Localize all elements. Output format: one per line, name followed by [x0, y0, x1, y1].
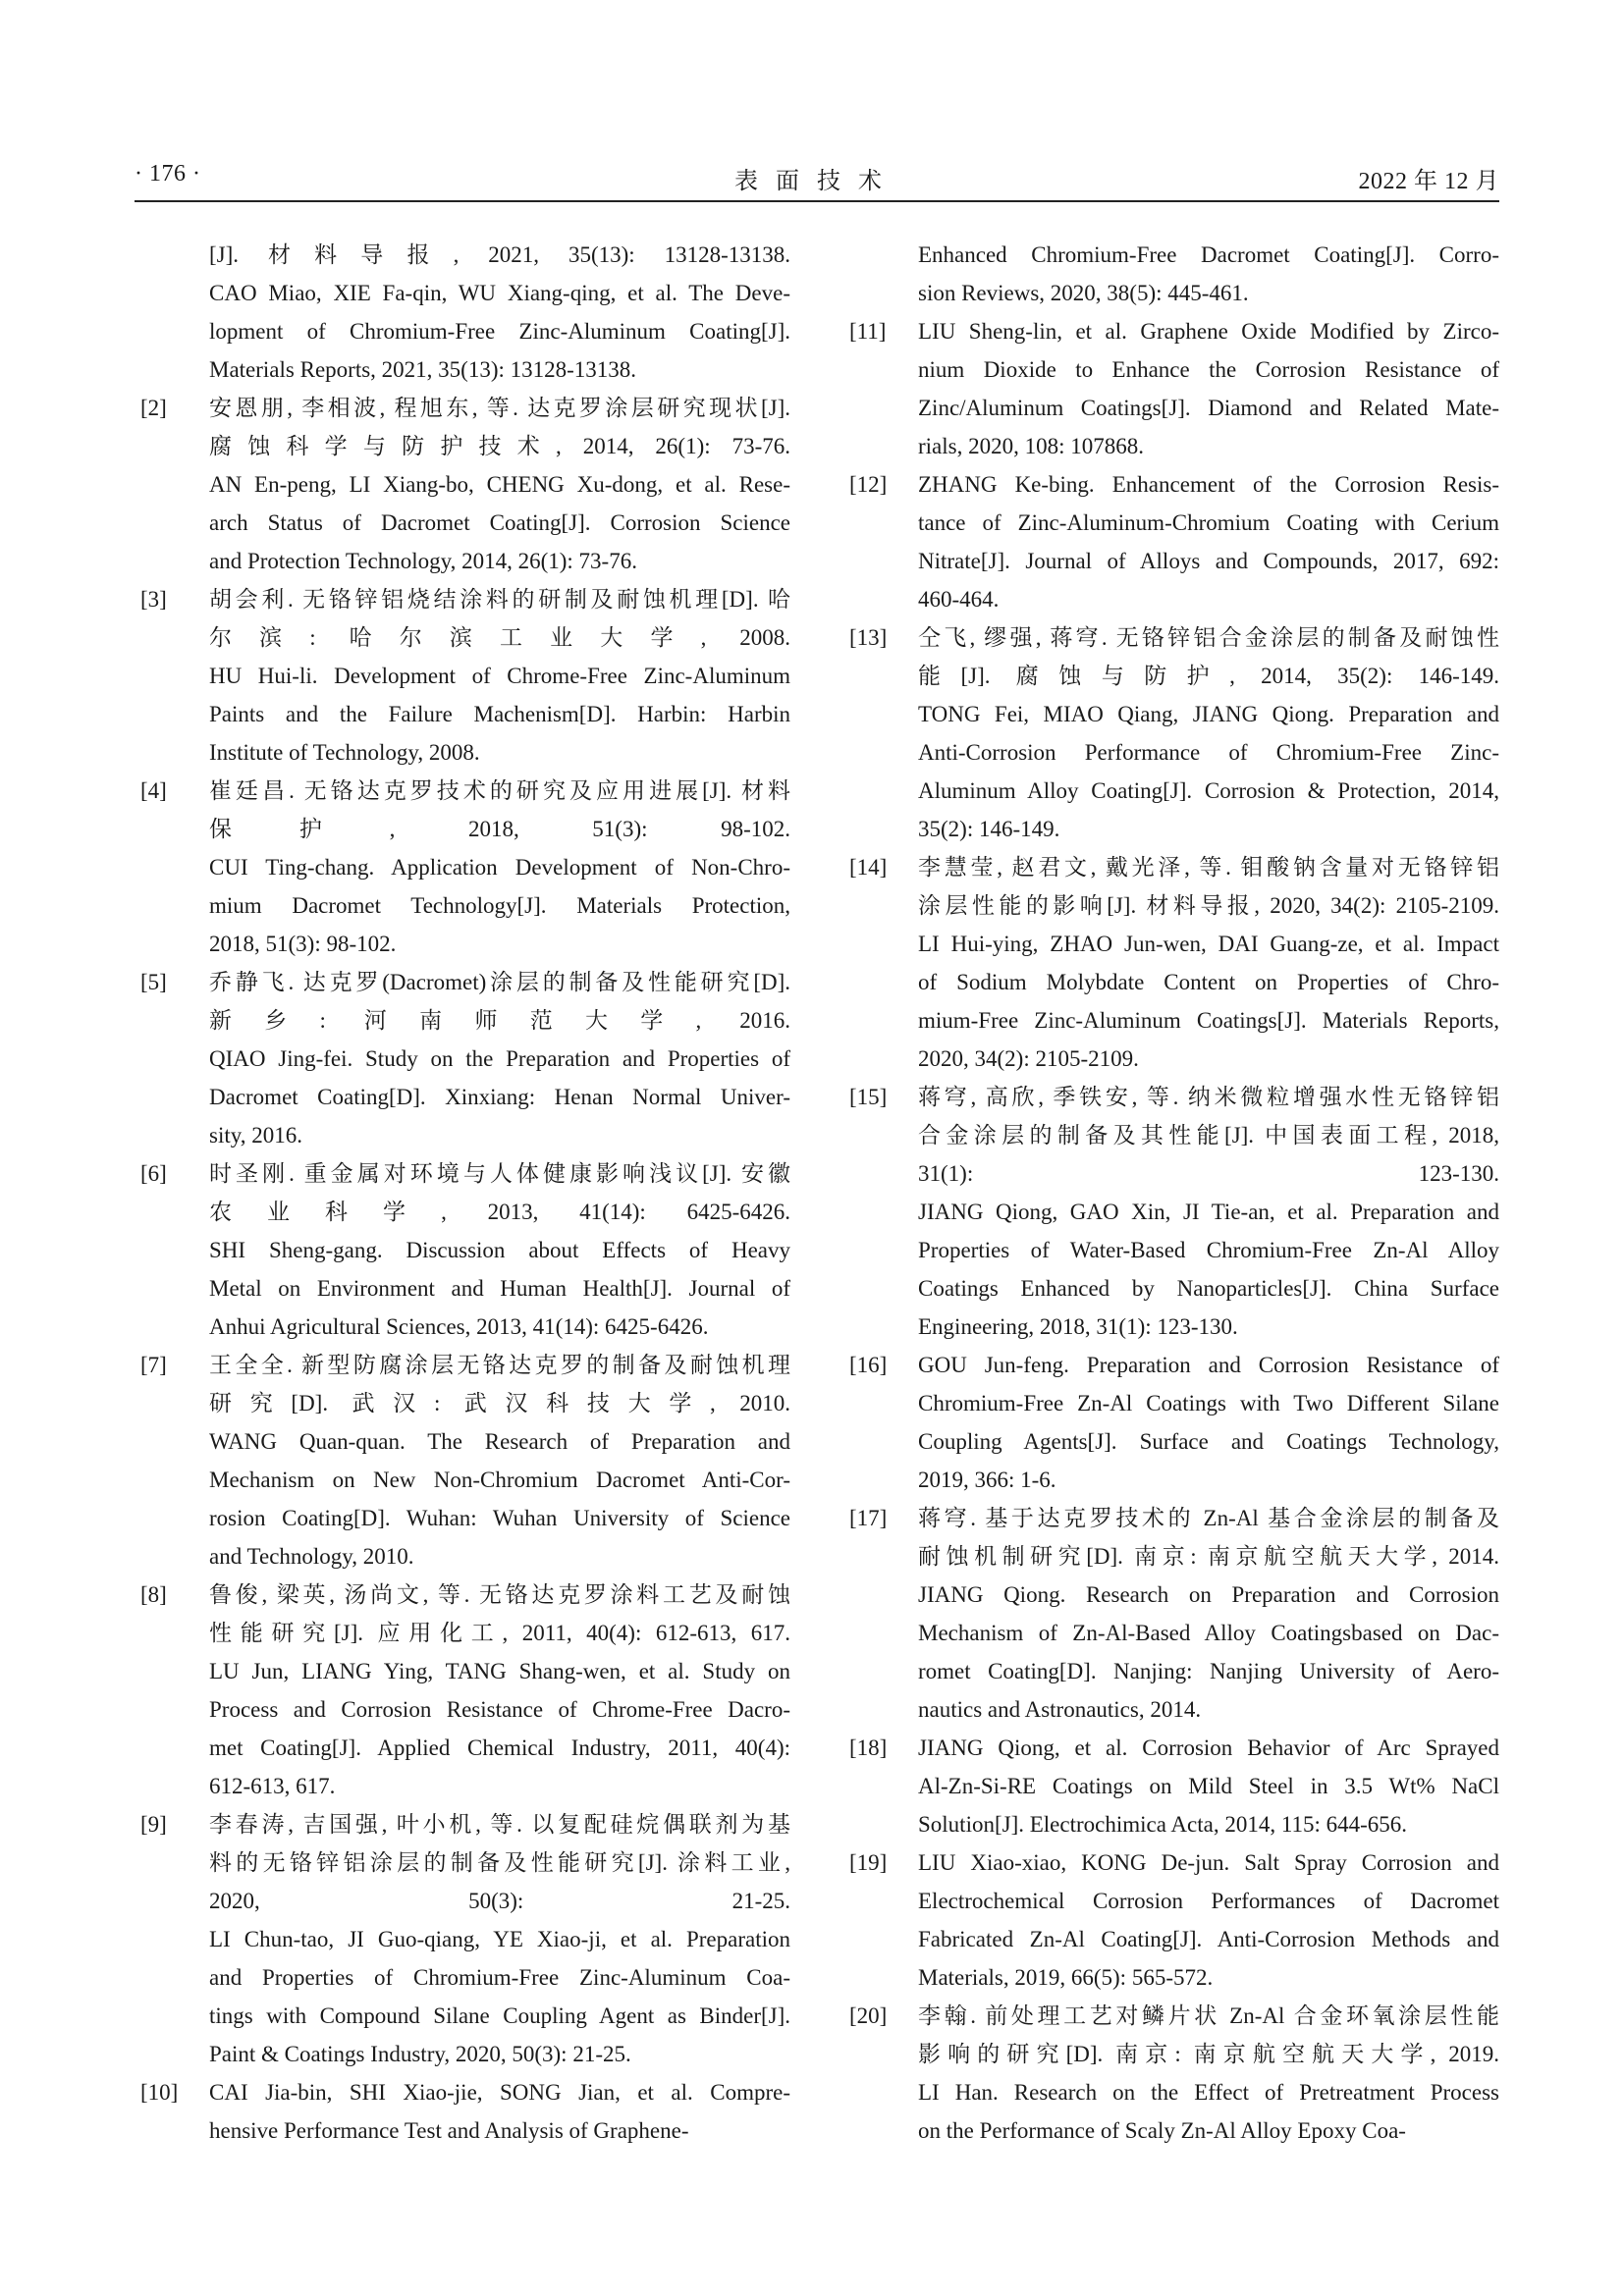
- reference-line: LI Han. Research on the Effect of Pretreatment Process: [918, 2080, 1499, 2105]
- reference-line: nium Dioxide to Enhance the Corrosion Resistance of: [918, 357, 1499, 382]
- reference-line: 时圣刚. 重金属对环境与人体健康影响浅议[J]. 安徽: [209, 1161, 790, 1186]
- reference-entry: [135, 1346, 790, 1575]
- reference-line: Materials Reports, 2021, 35(13): 13128-13138.: [209, 357, 637, 382]
- reference-line: Mechanism of Zn-Al-Based Alloy Coatingsbased on Dac-: [918, 1621, 1499, 1645]
- reference-entry: [843, 1843, 1499, 1997]
- reference-line: AN En-peng, LI Xiang-bo, CHENG Xu-dong, et al. Rese-: [209, 472, 790, 497]
- reference-entry: [135, 580, 790, 772]
- reference-line: Coupling Agents[J]. Surface and Coatings Technology,: [918, 1429, 1499, 1454]
- reference-line: 合金涂层的制备及其性能[J]. 中国表面工程, 2018,: [918, 1123, 1499, 1148]
- reference-line: 2020, 50(3): 21-25.: [209, 1889, 790, 1913]
- reference-line: Dacromet Coating[D]. Xinxiang: Henan Normal Univer-: [209, 1085, 790, 1109]
- reference-line: Mechanism on New Non-Chromium Dacromet Anti-Cor-: [209, 1468, 790, 1492]
- reference-line: Aluminum Alloy Coating[J]. Corrosion & Protection, 2014,: [918, 778, 1499, 803]
- reference-line: 李春涛, 吉国强, 叶小机, 等. 以复配硅烷偶联剂为基: [209, 1812, 790, 1837]
- reference-line: Paints and the Failure Machenism[D]. Harbin: Harbin: [209, 702, 790, 726]
- reference-line: 鲁俊, 梁英, 汤尚文, 等. 无铬达克罗涂料工艺及耐蚀: [209, 1582, 790, 1607]
- reference-entry: [135, 1805, 790, 2073]
- reference-line: GOU Jun-feng. Preparation and Corrosion Resistance of: [918, 1353, 1499, 1377]
- reference-line: 性能研究[J]. 应用化工, 2011, 40(4): 612-613, 617.: [209, 1621, 790, 1645]
- reference-number: [2]: [140, 396, 167, 420]
- reference-line: 崔廷昌. 无铬达克罗技术的研究及应用进展[J]. 材料: [209, 778, 790, 803]
- reference-number: [17]: [849, 1506, 888, 1530]
- reference-line: JIANG Qiong. Research on Preparation and Corrosion: [918, 1582, 1499, 1607]
- reference-line: 新乡: 河南师范大学, 2016.: [209, 1008, 790, 1033]
- page-number: · 176 ·: [135, 161, 201, 187]
- reference-entry: [843, 848, 1499, 1078]
- reference-column-left: [135, 236, 790, 2150]
- reference-line: WANG Quan-quan. The Research of Preparation and: [209, 1429, 790, 1454]
- reference-line: 影响的研究[D]. 南京: 南京航空航天大学, 2019.: [918, 2042, 1499, 2066]
- reference-line: CUI Ting-chang. Application Development of Non-Chro-: [209, 855, 790, 880]
- reference-line: Nitrate[J]. Journal of Alloys and Compounds, 2017, 692:: [918, 549, 1499, 573]
- reference-entry: [135, 236, 790, 389]
- reference-entry: [135, 389, 790, 580]
- reference-number: [16]: [849, 1353, 888, 1377]
- reference-line: LU Jun, LIANG Ying, TANG Shang-wen, et al. Study on: [209, 1659, 790, 1683]
- reference-number: [12]: [849, 472, 888, 497]
- reference-line: Fabricated Zn-Al Coating[J]. Anti-Corrosion Methods and: [918, 1927, 1499, 1951]
- reference-number: [11]: [849, 319, 887, 344]
- reference-line: 安恩朋, 李相波, 程旭东, 等. 达克罗涂层研究现状[J].: [209, 396, 790, 420]
- reference-line: mium Dacromet Technology[J]. Materials Protection,: [209, 893, 790, 918]
- reference-line: of Sodium Molybdate Content on Properties of Chro-: [918, 970, 1499, 994]
- reference-entry: [843, 236, 1499, 312]
- reference-line: and Technology, 2010.: [209, 1544, 414, 1569]
- reference-number: [8]: [140, 1582, 167, 1607]
- reference-number: [6]: [140, 1161, 167, 1186]
- reference-number: [15]: [849, 1085, 888, 1109]
- reference-line: and Properties of Chromium-Free Zinc-Aluminum Coa-: [209, 1965, 790, 1990]
- reference-line: sion Reviews, 2020, 38(5): 445-461.: [918, 281, 1249, 305]
- reference-entry: [843, 1346, 1499, 1499]
- reference-line: mium-Free Zinc-Aluminum Coatings[J]. Materials Reports,: [918, 1008, 1499, 1033]
- reference-line: lopment of Chromium-Free Zinc-Aluminum Coating[J].: [209, 319, 790, 344]
- reference-line: 胡会利. 无铬锌铝烧结涂料的研制及耐蚀机理[D]. 哈: [209, 587, 790, 612]
- reference-line: SHI Sheng-gang. Discussion about Effects of Heavy: [209, 1238, 790, 1262]
- reference-line: 李翰. 前处理工艺对鳞片状 Zn-Al 合金环氧涂层性能: [918, 2003, 1499, 2028]
- reference-number: [9]: [140, 1812, 167, 1837]
- reference-line: 涂层性能的影响[J]. 材料导报, 2020, 34(2): 2105-2109.: [918, 893, 1499, 918]
- reference-line: Zinc/Aluminum Coatings[J]. Diamond and Related Mate-: [918, 396, 1499, 420]
- reference-line: Chromium-Free Zn-Al Coatings with Two Different Silane: [918, 1391, 1499, 1415]
- reference-line: 腐蚀科学与防护技术, 2014, 26(1): 73-76.: [209, 434, 790, 458]
- reference-line: tings with Compound Silane Coupling Agent as Binder[J].: [209, 2003, 790, 2028]
- reference-entry: [135, 1154, 790, 1346]
- reference-line: hensive Performance Test and Analysis of Graphene-: [209, 2118, 689, 2143]
- reference-line: 2018, 51(3): 98-102.: [209, 932, 397, 956]
- reference-line: Enhanced Chromium-Free Dacromet Coating[J]. Corro-: [918, 242, 1499, 267]
- reference-line: CAO Miao, XIE Fa-qin, WU Xiang-qing, et al. The Deve-: [209, 281, 790, 305]
- reference-line: 尔滨: 哈尔滨工业大学, 2008.: [209, 625, 790, 650]
- reference-line: rials, 2020, 108: 107868.: [918, 434, 1144, 458]
- reference-line: JIANG Qiong, et al. Corrosion Behavior of Arc Sprayed: [918, 1735, 1499, 1760]
- reference-entry: [843, 1729, 1499, 1843]
- reference-entry: [843, 1997, 1499, 2150]
- reference-line: Al-Zn-Si-RE Coatings on Mild Steel in 3.5 Wt% NaCl: [918, 1774, 1499, 1798]
- reference-line: TONG Fei, MIAO Qiang, JIANG Qiong. Preparation and: [918, 702, 1499, 726]
- reference-line: CAI Jia-bin, SHI Xiao-jie, SONG Jian, et al. Compre-: [209, 2080, 790, 2105]
- reference-line: 研究[D]. 武汉: 武汉科技大学, 2010.: [209, 1391, 790, 1415]
- reference-entry: [843, 618, 1499, 848]
- reference-line: 35(2): 146-149.: [918, 817, 1060, 841]
- reference-line: QIAO Jing-fei. Study on the Preparation and Properties of: [209, 1046, 790, 1071]
- reference-line: nautics and Astronautics, 2014.: [918, 1697, 1202, 1722]
- reference-line: LI Chun-tao, JI Guo-qiang, YE Xiao-ji, et al. Preparation: [209, 1927, 790, 1951]
- reference-line: 612-613, 617.: [209, 1774, 336, 1798]
- reference-line: Materials, 2019, 66(5): 565-572.: [918, 1965, 1214, 1990]
- reference-line: Electrochemical Corrosion Performances of Dacromet: [918, 1889, 1499, 1913]
- reference-line: Engineering, 2018, 31(1): 123-130.: [918, 1314, 1238, 1339]
- reference-line: arch Status of Dacromet Coating[J]. Corrosion Science: [209, 510, 790, 535]
- reference-line: 31(1): 123-130.: [918, 1161, 1499, 1186]
- reference-line: [J]. 材料导报, 2021, 35(13): 13128-13138.: [209, 242, 790, 267]
- reference-line: Metal on Environment and Human Health[J]. Journal of: [209, 1276, 790, 1301]
- reference-number: [3]: [140, 587, 167, 612]
- reference-line: romet Coating[D]. Nanjing: Nanjing University of Aero-: [918, 1659, 1499, 1683]
- reference-entry: [135, 1575, 790, 1805]
- reference-line: Solution[J]. Electrochimica Acta, 2014, 115: 644-656.: [918, 1812, 1408, 1837]
- reference-line: ZHANG Ke-bing. Enhancement of the Corrosion Resis-: [918, 472, 1499, 497]
- reference-line: tance of Zinc-Aluminum-Chromium Coating with Cerium: [918, 510, 1499, 535]
- reference-line: 耐蚀机制研究[D]. 南京: 南京航空航天大学, 2014.: [918, 1544, 1499, 1569]
- reference-entry: [135, 772, 790, 963]
- reference-line: Properties of Water-Based Chromium-Free Zn-Al Alloy: [918, 1238, 1499, 1262]
- running-header: [135, 155, 1499, 198]
- reference-line: Paint & Coatings Industry, 2020, 50(3): 21-25.: [209, 2042, 631, 2066]
- reference-line: 王全全. 新型防腐涂层无铬达克罗的制备及耐蚀机理: [209, 1353, 790, 1377]
- reference-line: Coatings Enhanced by Nanoparticles[J]. China Surface: [918, 1276, 1499, 1301]
- reference-line: 保护, 2018, 51(3): 98-102.: [209, 817, 790, 841]
- reference-line: HU Hui-li. Development of Chrome-Free Zinc-Aluminum: [209, 664, 790, 688]
- reference-line: 李慧莹, 赵君文, 戴光泽, 等. 钼酸钠含量对无铬锌铝: [918, 855, 1499, 880]
- reference-entry: [843, 1499, 1499, 1729]
- reference-number: [20]: [849, 2003, 888, 2028]
- reference-line: 2019, 366: 1-6.: [918, 1468, 1056, 1492]
- reference-number: [4]: [140, 778, 167, 803]
- reference-line: Anhui Agricultural Sciences, 2013, 41(14): 6425-6426.: [209, 1314, 709, 1339]
- reference-line: met Coating[J]. Applied Chemical Industry, 2011, 40(4):: [209, 1735, 790, 1760]
- reference-line: JIANG Qiong, GAO Xin, JI Tie-an, et al. Preparation and: [918, 1200, 1499, 1224]
- reference-line: LI Hui-ying, ZHAO Jun-wen, DAI Guang-ze, et al. Impact: [918, 932, 1499, 956]
- reference-line: Institute of Technology, 2008.: [209, 740, 480, 765]
- reference-entry: [135, 2073, 790, 2150]
- reference-line: 仝飞, 缪强, 蒋穹. 无铬锌铝合金涂层的制备及耐蚀性: [918, 625, 1499, 650]
- reference-number: [19]: [849, 1850, 888, 1875]
- reference-line: LIU Xiao-xiao, KONG De-jun. Salt Spray Corrosion and: [918, 1850, 1499, 1875]
- reference-line: and Protection Technology, 2014, 26(1): 73-76.: [209, 549, 637, 573]
- header-rule: [135, 200, 1499, 202]
- reference-line: on the Performance of Scaly Zn-Al Alloy Epoxy Coa-: [918, 2118, 1406, 2143]
- reference-number: [5]: [140, 970, 167, 994]
- reference-number: [18]: [849, 1735, 888, 1760]
- reference-line: Anti-Corrosion Performance of Chromium-Free Zinc-: [918, 740, 1499, 765]
- reference-number: [14]: [849, 855, 888, 880]
- reference-line: 2020, 34(2): 2105-2109.: [918, 1046, 1139, 1071]
- reference-line: 能[J]. 腐蚀与防护, 2014, 35(2): 146-149.: [918, 664, 1499, 688]
- reference-line: 460-464.: [918, 587, 1000, 612]
- reference-column-right: [843, 236, 1499, 2150]
- reference-entry: [843, 465, 1499, 618]
- reference-line: 蒋穹, 高欣, 季铁安, 等. 纳米微粒增强水性无铬锌铝: [918, 1085, 1499, 1109]
- reference-line: 农业科学, 2013, 41(14): 6425-6426.: [209, 1200, 790, 1224]
- reference-line: rosion Coating[D]. Wuhan: Wuhan University of Science: [209, 1506, 790, 1530]
- reference-number: [7]: [140, 1353, 167, 1377]
- reference-entry: [843, 1078, 1499, 1346]
- reference-line: sity, 2016.: [209, 1123, 302, 1148]
- reference-line: Process and Corrosion Resistance of Chrome-Free Dacro-: [209, 1697, 790, 1722]
- reference-line: 料的无铬锌铝涂层的制备及性能研究[J]. 涂料工业,: [209, 1850, 790, 1875]
- reference-number: [10]: [140, 2080, 179, 2105]
- issue-date: 2022 年 12 月: [1358, 169, 1499, 194]
- reference-line: LIU Sheng-lin, et al. Graphene Oxide Modified by Zirco-: [918, 319, 1499, 344]
- journal-title: 表面技术: [734, 169, 899, 194]
- reference-line: 乔静飞. 达克罗(Dacromet)涂层的制备及性能研究[D].: [209, 970, 790, 994]
- reference-number: [13]: [849, 625, 888, 650]
- reference-entry: [135, 963, 790, 1154]
- reference-line: 蒋穹. 基于达克罗技术的 Zn-Al 基合金涂层的制备及: [918, 1506, 1499, 1530]
- reference-entry: [843, 312, 1499, 465]
